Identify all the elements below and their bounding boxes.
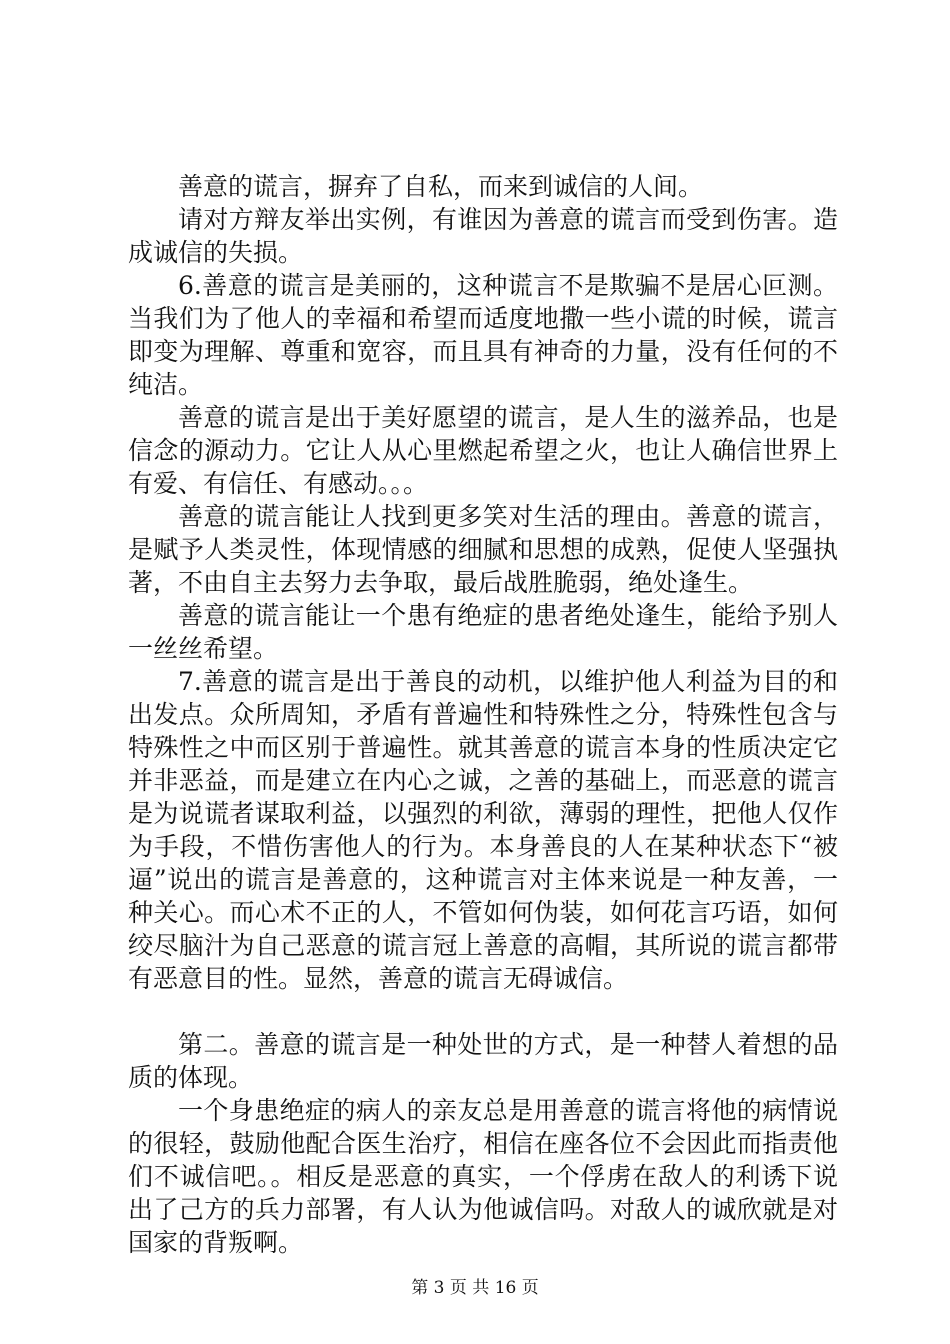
paragraph: 善意的谎言能让人找到更多笑对生活的理由。善意的谎言，是赋予人类灵性，体现情感的细腻和思想的成熟，促使人坚强执著，不由自主去努力去争取，最后战胜脆弱，绝处逢生。 (128, 502, 838, 597)
paragraph: 第二。善意的谎言是一种处世的方式，是一种替人着想的品质的体现。 (128, 1030, 838, 1092)
paragraph: 一个身患绝症的病人的亲友总是用善意的谎言将他的病情说的很轻，鼓励他配合医生治疗，相信在座各位不会因此而指责他们不诚信吧。。相反是恶意的真实，一个俘虏在敌人的利诱下说出了己方的兵力部署，有人认为他诚信吗。对敌人的诚欣就是对国家的背叛啊。 (128, 1096, 838, 1257)
paragraph: 善意的谎言是出于美好愿望的谎言，是人生的滋养品，也是信念的源动力。它让人从心里燃起希望之火，也让人确信世界上有爱、有信任、有感动。。。 (128, 403, 838, 498)
page-number-footer: 第 3 页 共 16 页 (411, 1278, 539, 1298)
paragraph: 6.善意的谎言是美丽的，这种谎言不是欺骗不是居心叵测。当我们为了他人的幸福和希望而适度地撒一些小谎的时候，谎言即变为理解、尊重和宽容，而且具有神奇的力量，没有任何的不纯洁。 (128, 271, 838, 399)
paragraph: 请对方辩友举出实例，有谁因为善意的谎言而受到伤害。造成诚信的失损。 (128, 205, 838, 267)
paragraph: 善意的谎言能让一个患有绝症的患者绝处逢生，能给予别人一丝丝希望。 (128, 601, 838, 663)
paragraph: 善意的谎言，摒弃了自私，而来到诚信的人间。 (178, 172, 704, 201)
paragraph-spacer (128, 995, 838, 1028)
paragraph: 7.善意的谎言是出于善良的动机，以维护他人利益为目的和出发点。众所周知，矛盾有普遍性和特殊性之分，特殊性包含与特殊性之中而区别于普遍性。就其善意的谎言本身的性质决定它并非恶益，而是建立在内心之诚，之善的基础上，而恶意的谎言是为说谎者谋取利益，以强烈的利欲，薄弱的理性，把他人仅作为手段，不惜伤害他人的行为。本身善良的人在某种状态下“被逼”说出的谎言是善意的，这种谎言对主体来说是一种友善，一种关心。而心术不正的人，不管如何伪装，如何花言巧语，如何绞尽脑汁为自己恶意的谎言冠上善意的高帽，其所说的谎言都带有恶意目的性。显然，善意的谎言无碍诚信。 (128, 667, 838, 993)
document-body (128, 170, 838, 1259)
